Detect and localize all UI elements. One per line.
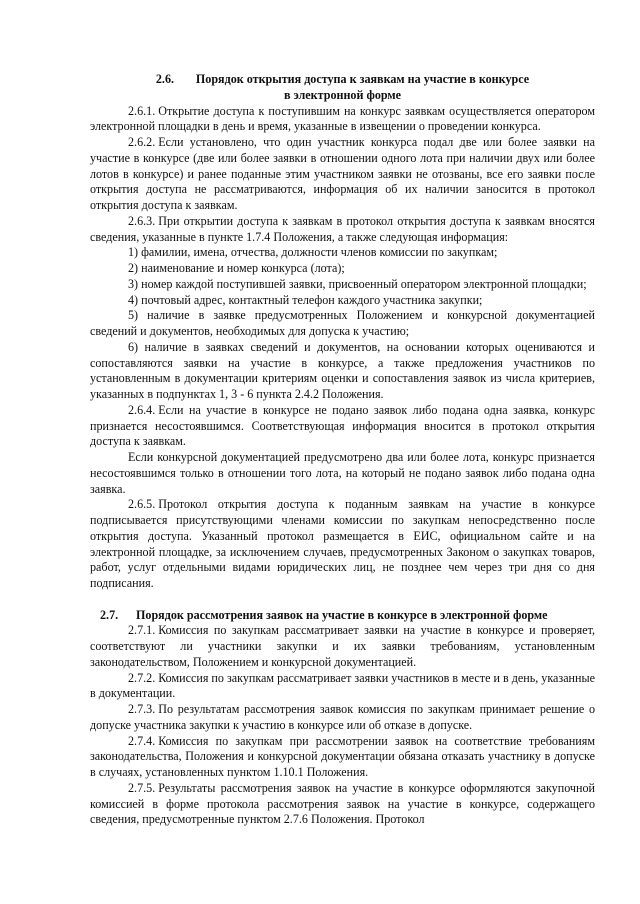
paragraph bbox=[90, 734, 595, 781]
clause-number: 2.6.4. bbox=[128, 402, 156, 417]
clause-number: 2.6.3. bbox=[128, 213, 156, 228]
section-2-6-heading bbox=[90, 72, 595, 104]
section-2-7-number: 2.7. bbox=[100, 607, 119, 622]
list-item bbox=[90, 261, 595, 277]
paragraph-text: Комиссия по закупкам рассматривает заявки на участие в конкурсе и проверяет, соответствуют ли участники закупки и их заявки требованиям, установленным законодательством, Положением и конкурсной документацией. bbox=[90, 623, 595, 669]
list-item-text: 2) наименование и номер конкурса (лота); bbox=[128, 261, 345, 275]
list-item-text: 4) почтовый адрес, контактный телефон каждого участника закупки; bbox=[128, 292, 483, 307]
paragraph bbox=[90, 104, 595, 136]
clause-number: 2.6.2. bbox=[128, 135, 156, 149]
list-item bbox=[90, 308, 595, 340]
section-2-6-title-line1: Порядок открытия доступа к заявкам на участие в конкурсе bbox=[195, 72, 530, 86]
paragraph bbox=[90, 702, 595, 734]
list-item-text: 1) фамилии, имена, отчества, должности членов комиссии по закупкам; bbox=[128, 245, 498, 260]
paragraph-text: Если установлено, что один участник конкурса подал две или более заявки на участие в конкурсе (две или более заявки в отношении одного лота при наличии двух или более лотов в конкурсе) и ранее поданные этим участником заявки не отозваны, все его заявки после открытия доступа не рассматриваются, информация об их наличии заносится в протокол открытия доступа к заявкам. bbox=[90, 135, 595, 212]
clause-number: 2.7.4. bbox=[128, 733, 156, 748]
paragraph-text: Если конкурсной документацией предусмотрено два или более лота, конкурс признается несостоявшимся только в отношении того лота, на который не подано заявок либо подана одна заявка. bbox=[90, 450, 595, 496]
paragraph bbox=[90, 450, 595, 497]
section-2-7-body bbox=[90, 623, 595, 828]
section-2-6-number: 2.6. bbox=[155, 72, 175, 86]
list-item bbox=[90, 340, 595, 403]
paragraph-text: Комиссия по закупкам при рассмотрении заявок на соответствие требованиям законодательства, Положения и конкурсной документации обязана отказать участнику в допуске в случаях, установленных пунктом 1.10.1 Положения. bbox=[90, 733, 595, 779]
list-item bbox=[90, 277, 595, 293]
paragraph-text: При открытии доступа к заявкам в протокол открытия доступа к заявкам вносятся сведения, указанные в пункте 1.7.4 Положения, а также следующая информация: bbox=[90, 213, 595, 244]
clause-number: 2.7.3. bbox=[128, 702, 156, 716]
list-item bbox=[90, 245, 595, 261]
paragraph bbox=[90, 403, 595, 450]
paragraph-text: Если на участие в конкурсе не подано заявок либо подана одна заявка, конкурс признается несостоявшимся. Соответствующая информация вносится в протокол открытия доступа к заявкам. bbox=[90, 402, 595, 449]
list-item bbox=[90, 293, 595, 309]
paragraph bbox=[90, 135, 595, 214]
paragraph-text: Комиссия по закупкам рассматривает заявки участников в месте и в день, указанные в документации. bbox=[90, 670, 595, 701]
paragraph-text: Результаты рассмотрения заявок на участие в конкурсе оформляются закупочной комиссией в форме протокола рассмотрения заявок на участие в конкурсе, содержащего сведения, предусмотренные пунктом 2.7.6 Положения. Протокол bbox=[90, 780, 595, 827]
paragraph-text: По результатам рассмотрения заявок комиссия по закупкам принимает решение о допуске участника закупки к участию в конкурсе или об отказе в допуске. bbox=[90, 702, 595, 732]
paragraph bbox=[90, 671, 595, 703]
list-item-text: 6) наличие в заявках сведений и документов, на основании которых оцениваются и сопоставляются заявки на участие в конкурсе, а также предложения участников по установленным в документации критериям оценки и сопоставления заявок из числа критериев, указанных в подпунктах 1, 3 - 6 пункта 2.4.2 Положения. bbox=[90, 339, 595, 401]
paragraph bbox=[90, 781, 595, 828]
clause-number: 2.7.5. bbox=[128, 780, 156, 795]
paragraph-text: Протокол открытия доступа к поданным заявкам на участие в конкурсе подписывается присутствующими членами комиссии по закупкам непосредственно после открытия доступа. Указанный протокол размещается в ЕИС, официальном сайте и на электронной площадке, за исключением случаев, предусмотренных Законом о закупках товаров, работ, услуг отдельными видами юридических лиц, не позднее чем через три дня со дня подписания. bbox=[90, 497, 595, 590]
list-item-text: 3) номер каждой поступившей заявки, присвоенный оператором электронной площадки; bbox=[128, 276, 587, 291]
list-item-text: 5) наличие в заявке предусмотренных Положением и конкурсной документацией сведений и документов, необходимых для допуска к участию; bbox=[90, 308, 595, 338]
clause-number: 2.6.5. bbox=[128, 497, 156, 512]
paragraph bbox=[90, 623, 595, 670]
section-2-6-body bbox=[90, 104, 595, 592]
paragraph-text: Открытие доступа к поступившим на конкурс заявкам осуществляется оператором электронной площадки в день и время, указанные в извещении о проведении конкурса. bbox=[90, 103, 595, 134]
section-2-7-heading bbox=[90, 608, 595, 624]
paragraph bbox=[90, 497, 595, 592]
clause-number: 2.7.1. bbox=[128, 623, 156, 638]
clause-number: 2.7.2. bbox=[128, 670, 156, 685]
clause-number: 2.6.1. bbox=[128, 103, 156, 118]
section-2-6-title-line2: в электронной форме bbox=[283, 87, 402, 102]
section-2-7-title: Порядок рассмотрения заявок на участие в конкурсе в электронной форме bbox=[136, 607, 548, 622]
document-page bbox=[90, 72, 595, 828]
paragraph bbox=[90, 214, 595, 246]
